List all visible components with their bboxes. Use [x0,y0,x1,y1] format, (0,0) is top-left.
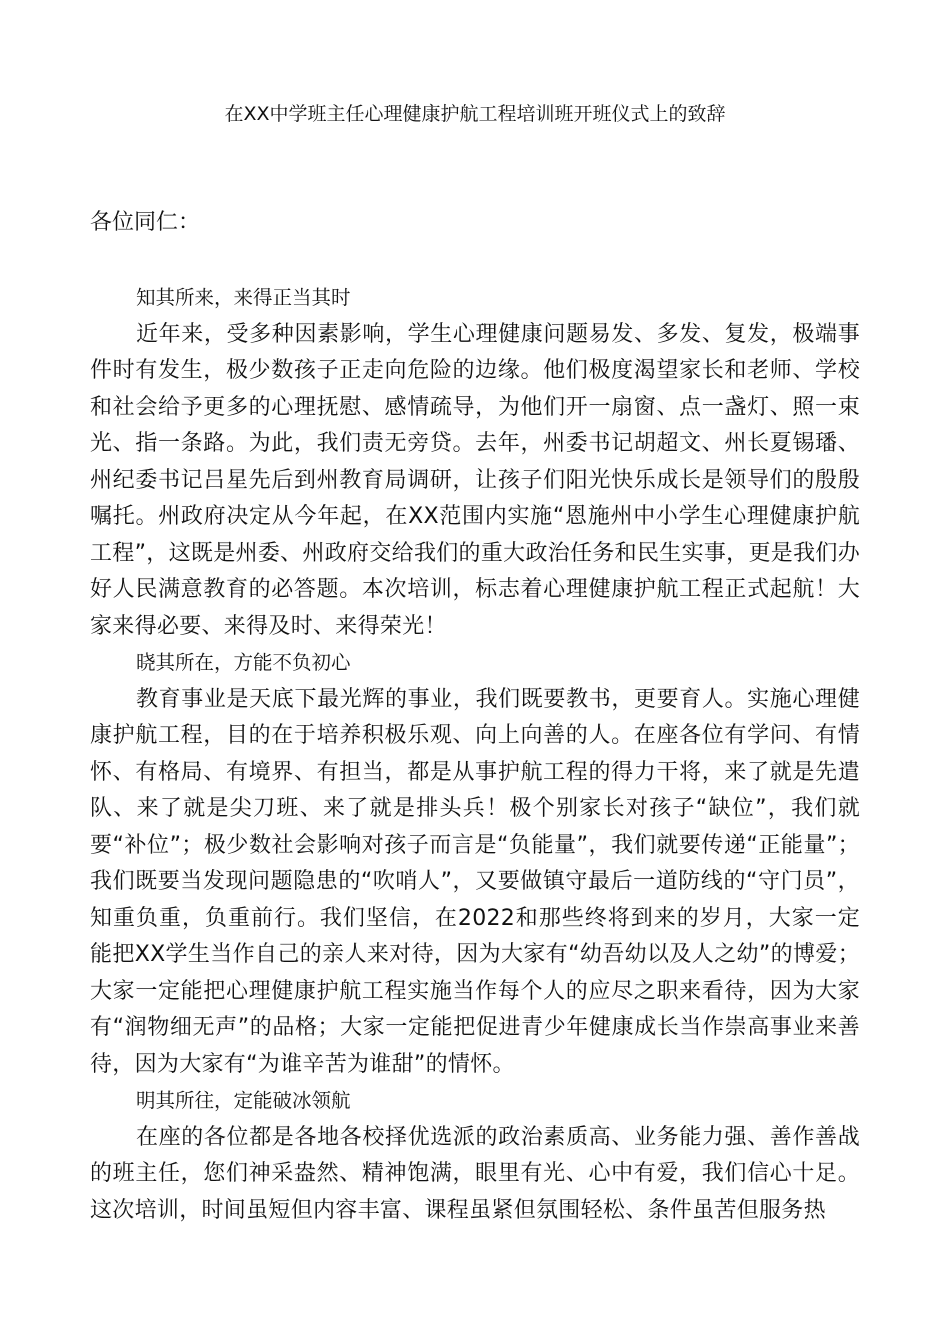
section-paragraph-2: 教育事业是天底下最光辉的事业，我们既要教书，更要育人。实施心理健康护航工程，目的在于培养积极乐观、向上向善的人。在座各位有学问、有情怀、有格局、有境界、有担当，都是从事护航工程的得力干将，来了就是先遣队、来了就是尖刀班、来了就是排头兵！极个别家长对孩子“缺位”，我们就要“补位”；极少数社会影响对孩子而言是“负能量”，我们就要传递“正能量”；我们既要当发现问题隐患的“吹哨人”，又要做镇守最后一道防线的“守门员”，知重负重，负重前行。我们坚信，在2022和那些终将到来的岁月，大家一定能把XX学生当作自己的亲人来对待，因为大家有“幼吾幼以及人之幼”的博爱；大家一定能把心理健康护航工程实施当作每个人的应尽之职来看待，因为大家有“润物细无声”的品格；大家一定能把促进青少年健康成长当作崇高事业来善待，因为大家有“为谁辛苦为谁甜”的情怀。 [90,686,860,1077]
salutation: 各位同仁： [90,210,201,235]
section-heading-1: 知其所来，来得正当其时 [136,286,351,309]
section-heading-3: 明其所往，定能破冰领航 [136,1089,351,1112]
section-heading-2: 晓其所在，方能不负初心 [136,651,351,674]
section-paragraph-3: 在座的各位都是各地各校择优选派的政治素质高、业务能力强、善作善战的班主任，您们神采盎然、精神饱满，眼里有光、心中有爱，我们信心十足。这次培训，时间虽短但内容丰富、课程虽紧但氛围轻松、条件虽苦但服务热 [90,1124,860,1223]
section-paragraph-1: 近年来，受多种因素影响，学生心理健康问题易发、多发、复发，极端事件时有发生，极少数孩子正走向危险的边缘。他们极度渴望家长和老师、学校和社会给予更多的心理抚慰、感情疏导，为他们开一扇窗、点一盏灯、照一束光、指一条路。为此，我们责无旁贷。去年，州委书记胡超文、州长夏锡璠、州纪委书记吕星先后到州教育局调研，让孩子们阳光快乐成长是领导们的殷殷嘱托。州政府决定从今年起，在XX范围内实施“恩施州中小学生心理健康护航工程”，这既是州委、州政府交给我们的重大政治任务和民生实事，更是我们办好人民满意教育的必答题。本次培训，标志着心理健康护航工程正式起航！大家来得必要、来得及时、来得荣光！ [90,321,860,639]
document-body [90,280,860,1229]
document-title: 在XX中学班主任心理健康护航工程培训班开班仪式上的致辞 [224,103,726,125]
